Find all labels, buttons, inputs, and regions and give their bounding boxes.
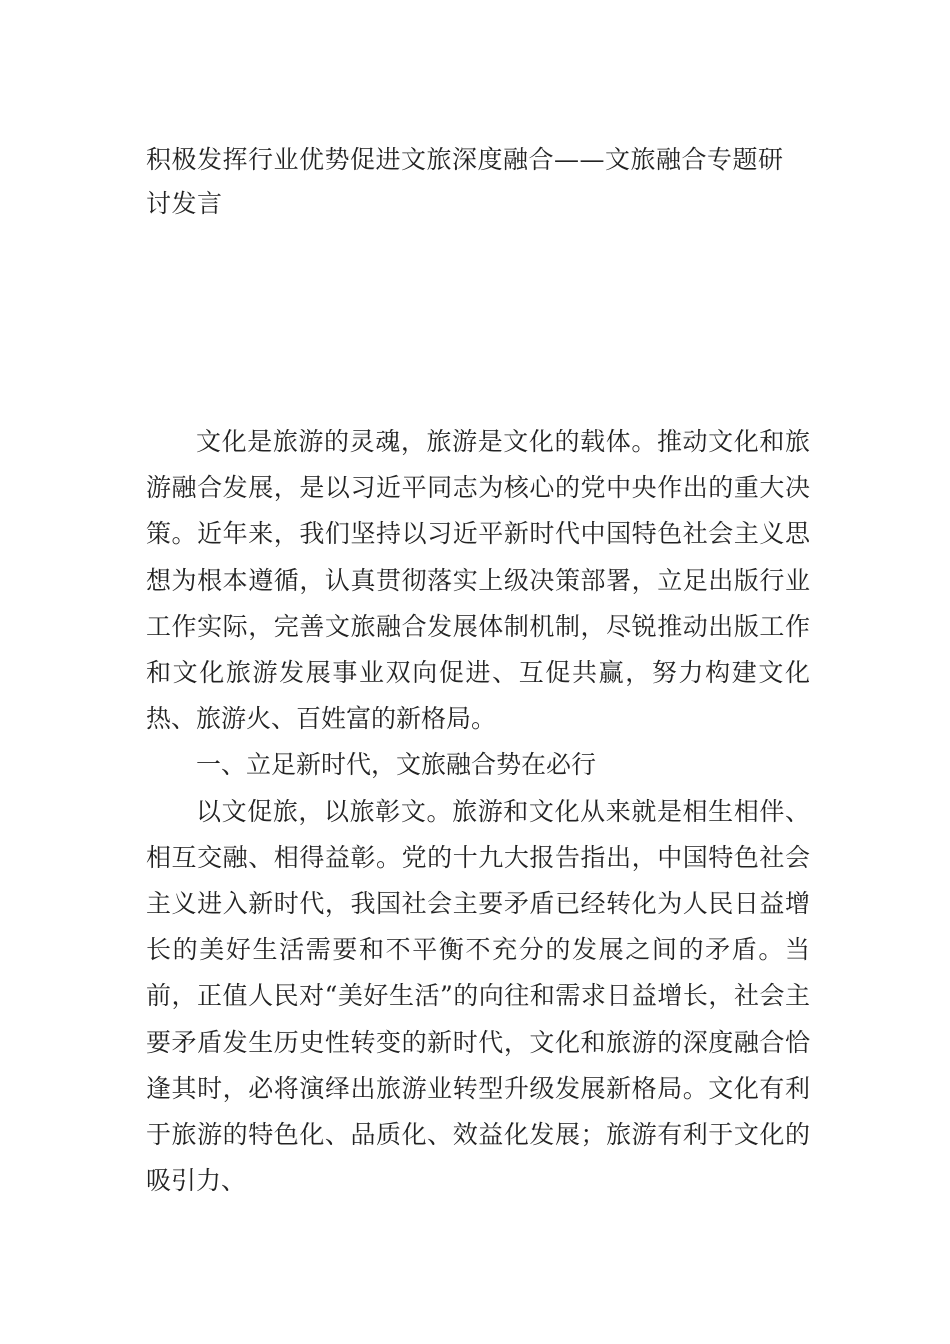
document-body <box>146 419 810 1204</box>
document-title: 积极发挥行业优势促进文旅深度融合——文旅融合专题研讨发言 <box>146 145 784 218</box>
paragraph-section-one: 以文促旅，以旅彰文。旅游和文化从来就是相生相伴、相互交融、相得益彰。党的十九大报告指出，中国特色社会主义进入新时代，我国社会主要矛盾已经转化为人民日益增长的美好生活需要和不平衡不充分的发展之间的矛盾。当前，正值人民对“美好生活”的向往和需求日益增长，社会主要矛盾发生历史性转变的新时代，文化和旅游的深度融合恰逢其时，必将演绎出旅游业转型升级发展新格局。文化有利于旅游的特色化、品质化、效益化发展；旅游有利于文化的吸引力、 <box>146 796 810 1196</box>
paragraph-intro: 文化是旅游的灵魂，旅游是文化的载体。推动文化和旅游融合发展，是以习近平同志为核心的党中央作出的重大决策。近年来，我们坚持以习近平新时代中国特色社会主义思想为根本遵循，认真贯彻落实上级决策部署，立足出版行业工作实际，完善文旅融合发展体制机制，尽锐推动出版工作和文化旅游发展事业双向促进、互促共赢，努力构建文化热、旅游火、百姓富的新格局。 <box>146 427 810 734</box>
section-heading: 一、立足新时代，文旅融合势在必行 <box>196 750 597 780</box>
